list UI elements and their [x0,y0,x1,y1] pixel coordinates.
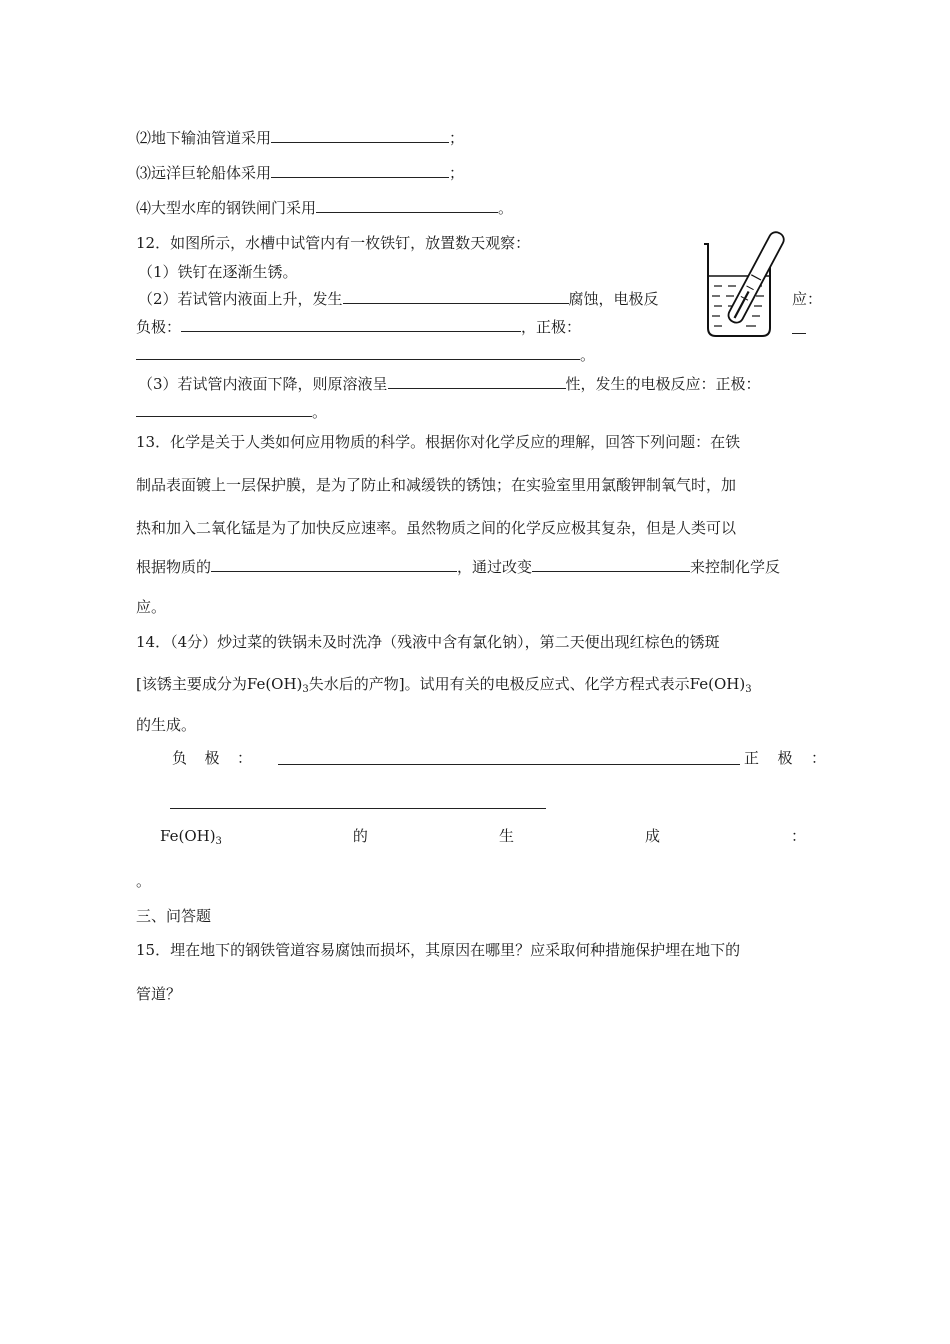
q14-positive-label: 正 极 ： [744,749,826,767]
answer-blank[interactable] [136,345,580,360]
q12-part-3: （3）若试管内液面下降，则原溶液呈 性，发生的电极反应：正极： [138,375,761,393]
answer-blank[interactable] [316,198,498,213]
q13-line-3: 热和加入二氧化锰是为了加快反应速率。虽然物质之间的化学反应极其复杂，但是人类可以 [136,519,737,537]
q11-item-4: ⑷大型水库的钢铁闸门采用 。 [136,199,514,217]
q11-item-2: ⑵地下输油管道采用 ； [136,129,465,147]
answer-blank[interactable] [343,289,569,304]
q12-continuation: 。 [136,345,595,365]
q13-line-2: 制品表面镀上一层保护膜，是为了防止和减缓铁的锈蚀；在实验室里用氯酸钾制氧气时，加 [136,476,737,494]
q14-negative-label: 负 极 ： [172,749,252,767]
q12-part-2: （2）若试管内液面上升，发生 腐蚀，电极反 [138,290,659,308]
answer-blank[interactable] [211,557,457,572]
q12-part-1: （1）铁钉在逐渐生锈。 [138,263,298,281]
answer-blank[interactable] [271,128,449,143]
answer-blank[interactable] [136,402,312,417]
q14-line-2: [该锈主要成分为$Fe(OH)_3$失水后的产物]。试用有关的电极反应式、化学方程式表示$Fe(OH)_3$ [136,675,752,695]
beaker-test-tube-figure [700,230,790,342]
q13-line-4: 根据物质的 ，通过改变 来控制化学反 [136,558,781,576]
q12-part-3-continuation: 。 [136,402,327,422]
answer-blank[interactable] [532,557,690,572]
q13-line-5: 应。 [136,598,167,616]
q12-electrode-line: 负极： ，正极： [136,318,582,336]
answer-blank[interactable] [792,333,806,334]
answer-blank[interactable] [170,808,546,809]
answer-blank[interactable] [278,764,740,765]
q13-line-1: 13．化学是关于人类如何应用物质的科学。根据你对化学反应的理解，回答下列问题：在铁 [136,433,741,451]
q15-line-1: 15．埋在地下的钢铁管道容易腐蚀而损坏，其原因在哪里？应采取何种措施保护埋在地下的 [136,941,741,959]
q14-end: 。 [136,872,152,890]
answer-blank[interactable] [388,374,566,389]
q15-line-2: 管道？ [136,985,182,1003]
answer-blank[interactable] [181,317,521,332]
q14-line-3: 的生成。 [136,716,197,734]
section-heading: 三、问答题 [136,907,212,925]
q12-stem: 12．如图所示，水槽中试管内有一枚铁钉，放置数天观察： [136,234,531,252]
q11-item-3: ⑶远洋巨轮船体采用 ； [136,164,465,182]
q12-part-2-tail: 应： [792,290,823,308]
answer-blank[interactable] [271,163,449,178]
q14-feoh3-line: $Fe(OH)_3$ 的 生 成 ： [160,827,806,847]
q14-line-1: 14．（4分）炒过菜的铁锅未及时洗净（残液中含有氯化钠），第二天便出现红棕色的锈斑 [136,633,720,651]
